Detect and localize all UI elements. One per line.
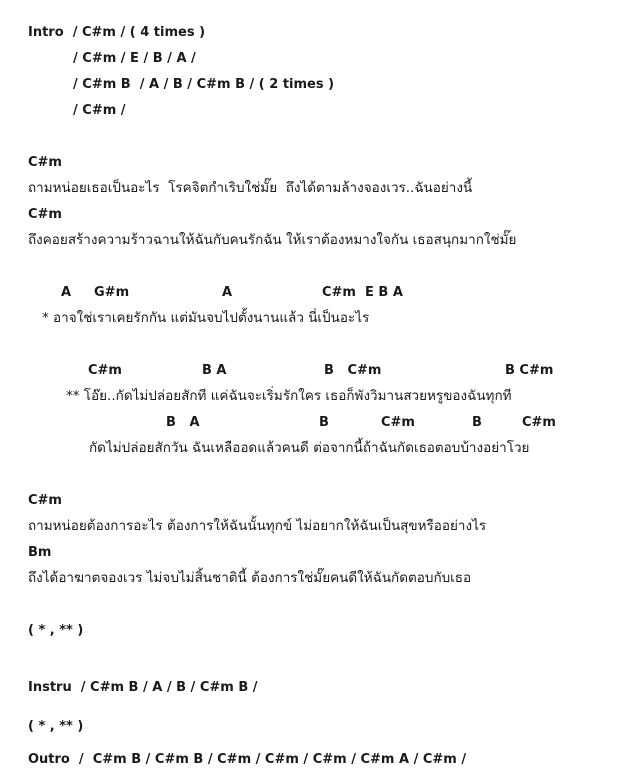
chorus2-chord: B A bbox=[202, 363, 227, 378]
repeat-marker-1: ( * , ** ) bbox=[28, 623, 84, 638]
chorus1-chord: G#m bbox=[94, 285, 130, 300]
verse1-lyric-1: ถามหน่อยเธอเป็นอะไร โรคจิตกำเริบใช่มั๊ย ถึงได้ตามล้างจองเวร..ฉันอย่างนี้ bbox=[28, 180, 473, 196]
intro-line-3: / C#m B / A / B / C#m B / ( 2 times ) bbox=[73, 77, 335, 92]
verse1-chord-1: C#m bbox=[28, 155, 62, 170]
intro-line-2: / C#m / E / B / A / bbox=[73, 51, 196, 66]
instru-line: Instru / C#m B / A / B / C#m B / bbox=[28, 680, 258, 695]
verse2-lyric-1: ถามหน่อยต้องการอะไร ต้องการให้ฉันนั้นทุกข์ ไม่อยากให้ฉันเป็นสุขหรืออย่างไร bbox=[28, 518, 487, 534]
chorus2-chord: B bbox=[472, 415, 482, 430]
chorus2-chord: C#m bbox=[522, 415, 556, 430]
chorus2-chord: B bbox=[319, 415, 329, 430]
outro-line: Outro / C#m B / C#m B / C#m / C#m / C#m / C#m A / C#m / bbox=[28, 752, 467, 767]
intro-line-4: / C#m / bbox=[73, 103, 126, 118]
verse2-lyric-2: ถึงได้อาฆาตจองเวร ไม่จบไม่สิ้นชาตินี้ ต้องการใช่มั๊ยคนดีให้ฉันกัดตอบกับเธอ bbox=[28, 570, 472, 586]
chorus1-lyric: * อาจใช่เราเคยรักกัน แต่มันจบไปตั้งนานแล้ว นี่เป็นอะไร bbox=[42, 310, 370, 326]
verse1-lyric-2: ถึงคอยสร้างความร้าวฉานให้ฉันกับคนรักฉัน ให้เราต้องหมางใจกัน เธอสนุกมากใช่มั๊ย bbox=[28, 232, 517, 248]
chorus1-chord: C#m E B A bbox=[322, 285, 403, 300]
repeat-marker-2: ( * , ** ) bbox=[28, 719, 84, 734]
verse2-chord-2: Bm bbox=[28, 545, 52, 560]
chorus2-chord: B A bbox=[166, 415, 200, 430]
chorus1-chord: A bbox=[222, 285, 233, 300]
chorus2-chord: B C#m bbox=[505, 363, 554, 378]
intro-line-1: Intro / C#m / ( 4 times ) bbox=[28, 25, 206, 40]
chorus2-chord: B C#m bbox=[324, 363, 382, 378]
chorus2-lyric-1: ** โอ๊ย..กัดไม่ปล่อยสักที แค่ฉันจะเริ่มรักใคร เธอก็พังวิมานสวยหรูของฉันทุกที bbox=[66, 388, 512, 404]
verse2-chord-1: C#m bbox=[28, 493, 62, 508]
chorus2-chord: C#m bbox=[381, 415, 415, 430]
verse1-chord-2: C#m bbox=[28, 207, 62, 222]
chorus2-lyric-2: กัดไม่ปล่อยสักวัน ฉันเหลืออดแล้วคนดี ต่อจากนี้ถ้าฉันกัดเธอตอบบ้างอย่าโวย bbox=[89, 440, 530, 456]
chorus2-chord: C#m bbox=[88, 363, 122, 378]
chorus1-chord: A bbox=[61, 285, 72, 300]
